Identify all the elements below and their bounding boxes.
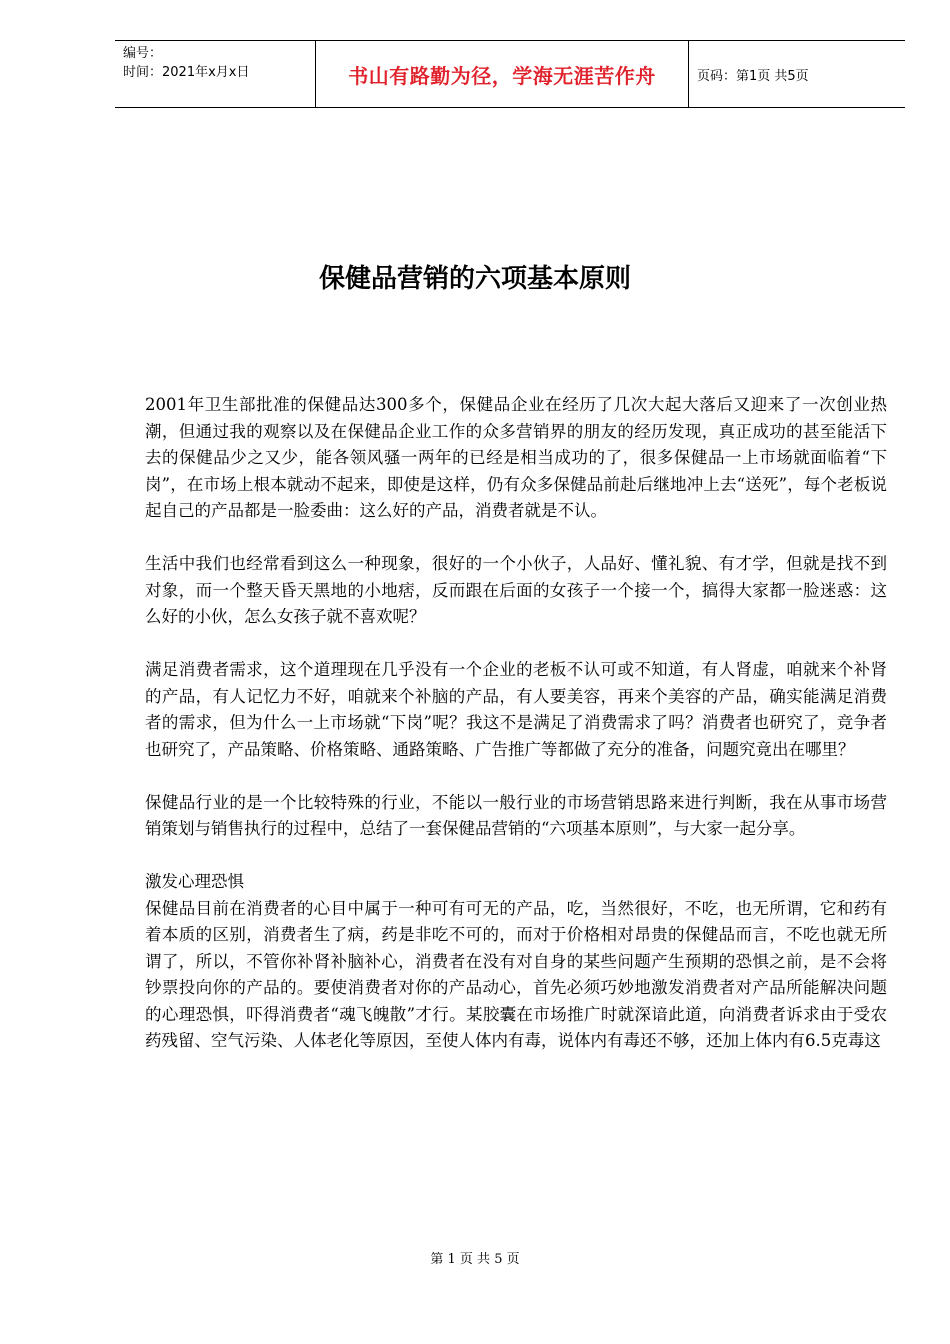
section-heading: 激发心理恐惧 — [145, 872, 244, 891]
paragraph: 2001年卫生部批准的保健品达300多个，保健品企业在经历了几次大起大落后又迎来了一次创业热潮，但通过我的观察以及在保健品企业工作的众多营销界的朋友的经历发现，真正成功的甚至能活下去的保健品少之又少，能各领风骚一两年的已经是相当成功的了，很多保健品一上市场就面临着“下岗”，在市场上根本就动不起来，即使是这样，仍有众多保健品前赴后继地冲上去“送死”，每个老板说起自己的产品都是一脸委曲：这么好的产品，消费者就是不认。 — [145, 395, 887, 520]
page-info-cell — [689, 41, 905, 107]
paragraph: 生活中我们也经常看到这么一种现象，很好的一个小伙子，人品好、懂礼貌、有才学，但就是找不到对象，而一个整天昏天黑地的小地痞，反而跟在后面的女孩子一个接一个，搞得大家都一脸迷惑：这么好的小伙，怎么女孩子就不喜欢呢？ — [145, 554, 887, 626]
document-title: 保健品营销的六项基本原则 — [318, 264, 631, 294]
motto-text: 书山有路勤为径，学海无涯苦作舟 — [348, 63, 656, 88]
page-info-text: 页码：第1页 共5页 — [697, 68, 809, 84]
section-paragraph: 保健品目前在消费者的心目中属于一种可有可无的产品，吃，当然很好，不吃，也无所谓，它和药有着本质的区别，消费者生了病，药是非吃不可的，而对于价格相对昂贵的保健品而言，不吃也就无所谓了，所以，不管你补肾补脑补心，消费者在没有对自身的某些问题产生预期的恐惧之前，是不会将钞票投向你的产品的。要使消费者对你的产品动心，首先必须巧妙地激发消费者对产品所能解决问题的心理恐惧，吓得消费者“魂飞魄散”才行。某胶囊在市场推广时就深谙此道，向消费者诉求由于受农药残留、空气污染、人体老化等原因，至使人体内有毒，说体内有毒还不够，还加上体内有6.5克毒这 — [145, 898, 887, 1050]
paragraph: 保健品行业的是一个比较特殊的行业，不能以一般行业的市场营销思路来进行判断，我在从事市场营销策划与销售执行的过程中，总结了一套保健品营销的“六项基本原则”，与大家一起分享。 — [145, 792, 887, 838]
motto-cell — [315, 41, 689, 107]
header-table — [115, 40, 905, 108]
time-label: 时间：2021年x月x日 — [123, 65, 250, 80]
header-meta-cell — [115, 41, 315, 107]
page-footer: 第 1 页 共 5 页 — [430, 1252, 520, 1267]
paragraph: 满足消费者需求，这个道理现在几乎没有一个企业的老板不认可或不知道，有人肾虚，咱就来个补肾的产品，有人记忆力不好，咱就来个补脑的产品，有人要美容，再来个美容的产品，确实能满足消费者的需求，但为什么一上市场就“下岗”呢？我这不是满足了消费需求了吗？消费者也研究了，竞争者也研究了，产品策略、价格策略、通路策略、广告推广等都做了充分的准备，问题究竟出在哪里？ — [145, 660, 887, 759]
number-label: 编号： — [123, 46, 163, 61]
document-body — [145, 392, 887, 1081]
